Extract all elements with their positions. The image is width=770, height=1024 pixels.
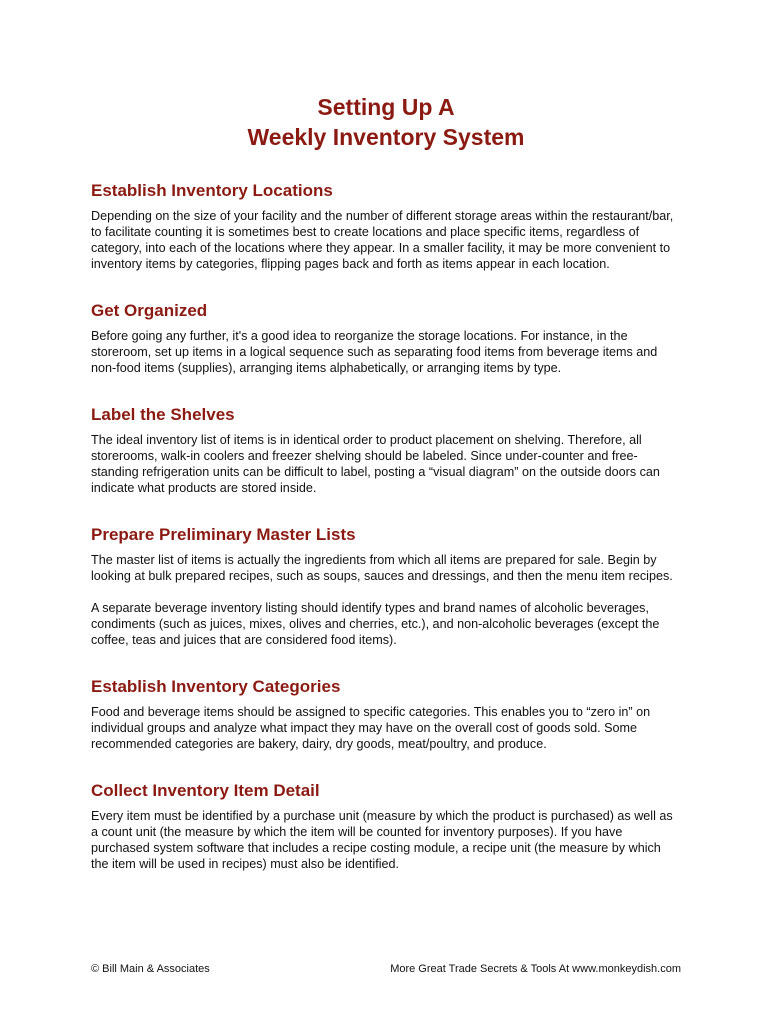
section-paragraph: Before going any further, it's a good idea to reorganize the storage locations. For instance, in the storeroom, set up items in a logical sequence such as separating food items from beverage items and non-food items (supplies), arranging items alphabetically, or arranging items by type. [91, 329, 658, 375]
section-heading: Label the Shelves [91, 405, 235, 424]
footer-promo: More Great Trade Secrets & Tools At www.monkeydish.com [390, 963, 681, 975]
section-label-the-shelves [91, 404, 681, 496]
section-establish-inventory-categories [91, 676, 681, 752]
section-heading: Establish Inventory Categories [91, 677, 341, 696]
section-heading: Establish Inventory Locations [91, 181, 333, 200]
section-heading: Prepare Preliminary Master Lists [91, 525, 356, 544]
section-paragraph: The ideal inventory list of items is in identical order to product placement on shelving. Therefore, all storerooms, walk-in coolers and freezer shelving should be labeled. Since under-counter and free-standing refrigeration units can be difficult to label, posting a “visual diagram” on the outside doors can indicate what products are stored inside. [91, 433, 660, 495]
section-get-organized [91, 300, 681, 376]
document-title [91, 92, 681, 152]
section-heading: Get Organized [91, 301, 208, 320]
section-paragraph: Every item must be identified by a purchase unit (measure by which the product is purchased) as well as a count unit (the measure by which the item will be counted for inventory purposes). If you have purchased system software that includes a recipe costing module, a recipe unit (the measure by which the item will be used in recipes) must also be identified. [91, 809, 673, 871]
section-prepare-preliminary-master-lists [91, 524, 681, 648]
section-paragraph: A separate beverage inventory listing should identify types and brand names of alcoholic beverages, condiments (such as juices, mixes, olives and cherries, etc.), and non-alcoholic beverages (except the coffee, teas and juices that are considered food items). [91, 601, 660, 647]
section-collect-inventory-item-detail [91, 780, 681, 872]
section-establish-inventory-locations [91, 180, 681, 272]
title-line-2: Weekly Inventory System [247, 124, 525, 150]
section-paragraph: The master list of items is actually the ingredients from which all items are prepared for sale. Begin by looking at bulk prepared recipes, such as soups, sauces and dressings, and then the menu item recipes. [91, 553, 673, 583]
section-heading: Collect Inventory Item Detail [91, 781, 320, 800]
section-paragraph: Depending on the size of your facility and the number of different storage areas within the restaurant/bar, to facilitate counting it is sometimes best to create locations and place specific items, regardless of category, into each of the locations where they appear. In a smaller facility, it may be more convenient to inventory items by categories, flipping pages back and forth as items appear in each location. [91, 209, 674, 271]
document-page [91, 92, 681, 900]
title-line-1: Setting Up A [317, 94, 455, 120]
footer-copyright: © Bill Main & Associates [91, 963, 210, 975]
section-paragraph: Food and beverage items should be assigned to specific categories. This enables you to “zero in” on individual groups and analyze what impact they may have on the overall cost of goods sold. Some recommended categories are bakery, dairy, dry goods, meat/poultry, and produce. [91, 705, 651, 751]
